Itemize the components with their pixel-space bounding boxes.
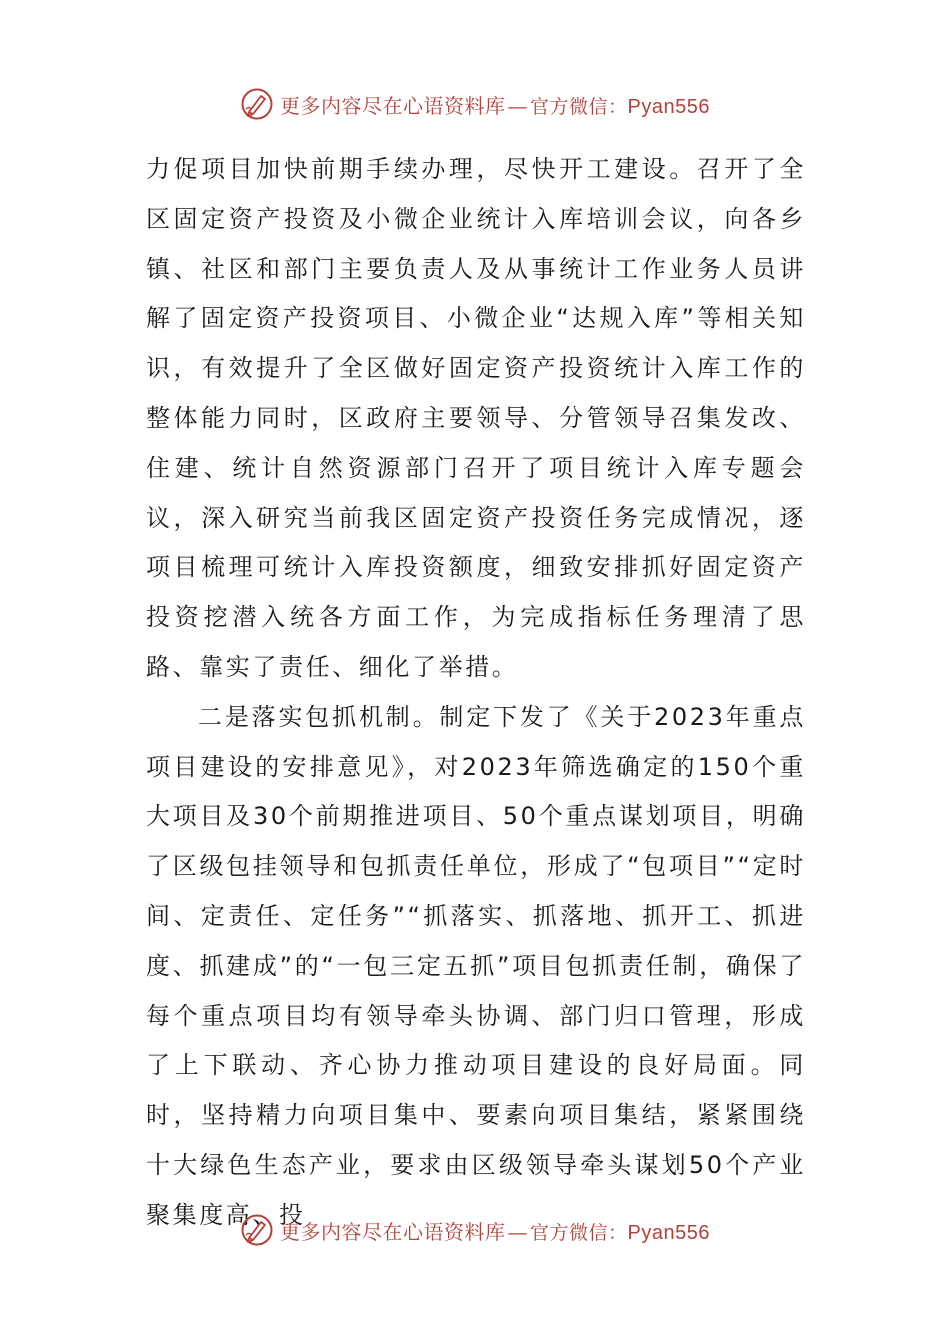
banner-separator: — bbox=[507, 1219, 528, 1244]
banner-text bbox=[280, 1216, 710, 1245]
paragraph-continuation: 力促项目加快前期手续办理，尽快开工建设。召开了全区固定资产投资及小微企业统计入库培训会议，向各乡镇、社区和部门主要负责人及从事统计工作业务人员讲解了固定资产投资项目、小微企业“达规入库”等相关知识，有效提升了全区做好固定资产投资统计入库工作的整体能力同时，区政府主要领导、分管领导召集发改、住建、统计自然资源部门召开了项目统计入库专题会议，深入研究当前我区固定资产投资任务完成情况，逐项目梳理可统计入库投资额度，细致安排抓好固定资产投资挖潜入统各方面工作，为完成指标任务理清了思路、靠实了责任、细化了举措。 bbox=[146, 155, 806, 681]
header-watermark-banner bbox=[0, 84, 950, 124]
banner-wechat-label: 官方微信： bbox=[530, 95, 628, 118]
pen-logo-icon bbox=[240, 1213, 274, 1247]
banner-wechat-label: 官方微信： bbox=[530, 1221, 628, 1244]
footer-watermark-banner bbox=[0, 1210, 950, 1250]
banner-brand: 更多内容尽在心语资料库 bbox=[280, 93, 506, 118]
banner-brand: 更多内容尽在心语资料库 bbox=[280, 1219, 506, 1244]
paragraph-baozhua-mechanism: 二是落实包抓机制。制定下发了《关于2023年重点项目建设的安排意见》，对2023年筛选确定的150个重大项目及30个前期推进项目、50个重点谋划项目，明确了区级包挂领导和包抓责任单位，形成了“包项目”“定时间、定责任、定任务”“抓落实、抓落地、抓开工、抓进度、抓建成”的“一包三定五抓”项目包抓责任制，确保了每个重点项目均有领导牵头协调、部门归口管理，形成了上下联动、齐心协力推动项目建设的良好局面。同时，坚持精力向项目集中、要素向项目集结，紧紧围绕十大绿色生态产业，要求由区级领导牵头谋划50个产业聚集度高、投 bbox=[146, 702, 806, 1229]
banner-wechat-id: Pyan556 bbox=[627, 95, 710, 118]
document-body bbox=[146, 145, 806, 1241]
banner-text bbox=[280, 90, 710, 119]
banner-wechat-id: Pyan556 bbox=[627, 1221, 710, 1244]
pen-logo-icon bbox=[240, 87, 274, 121]
banner-separator: — bbox=[507, 93, 528, 118]
